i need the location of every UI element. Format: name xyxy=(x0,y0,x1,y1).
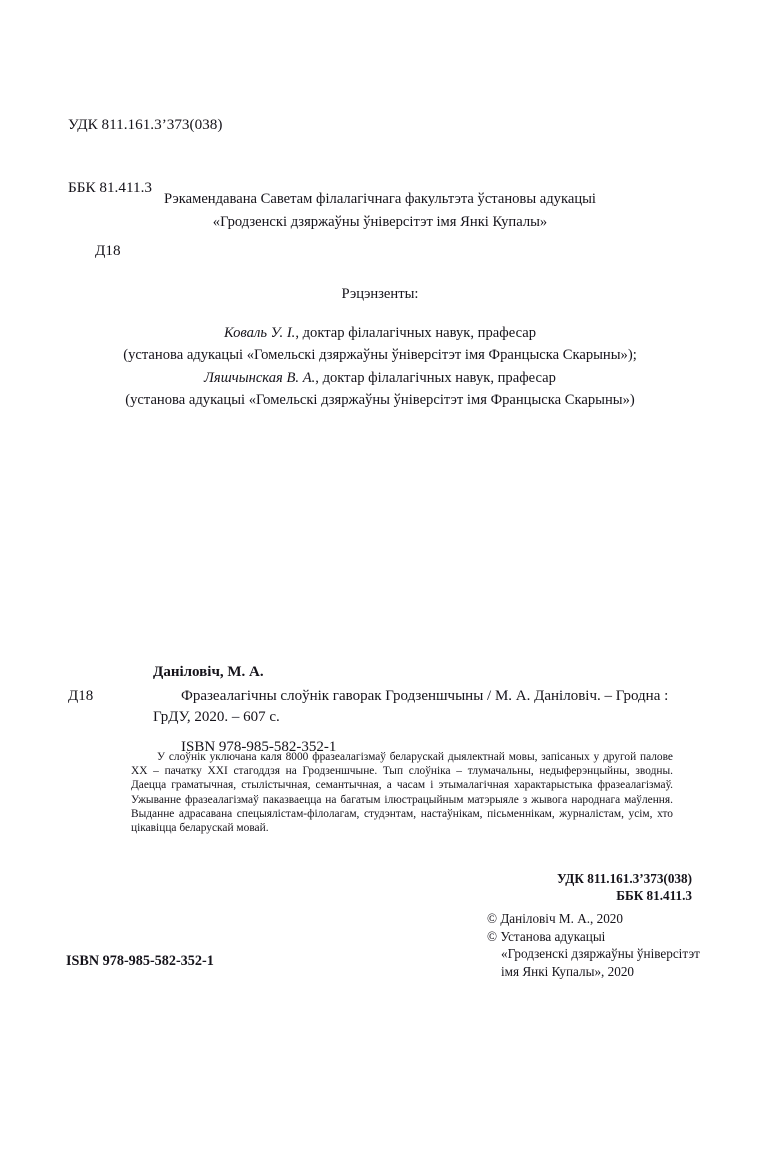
bbk-code: ББК 81.411.3 xyxy=(68,179,152,196)
author-sign-code: Д18 xyxy=(95,242,121,259)
record-isbn: ISBN 978-985-582-352-1 xyxy=(181,738,337,755)
bibliographic-record xyxy=(68,662,688,758)
bottom-bbk-code: ББК 81.411.3 xyxy=(616,888,692,903)
reviewer-2-name: Ляшчынская В. А. xyxy=(204,369,316,386)
copyright-line-author: © Даніловіч М. А., 2020 xyxy=(487,911,623,926)
udk-code: УДК 811.161.3’373(038) xyxy=(68,116,223,133)
record-title: Фразеалагічны слоўнік гаворак Гродзеншчыны / М. А. Даніловіч. – Гродна : ГрДУ, 2020. – 607 с. xyxy=(153,687,669,725)
reviewer-2-name-line xyxy=(0,367,760,390)
reviewer-2-affiliation: (установа адукацыі «Гомельскі дзяржаўны ўніверсітэт імя Францыска Скарыны») xyxy=(125,392,635,408)
copyright-line-institution: © Установа адукацыі xyxy=(487,928,606,944)
reviewers-heading: Рэцэнзенты: xyxy=(341,286,419,302)
annotation-text: У слоўнік уключана каля 8000 фразеалагізмаў беларускай дыялектнай мовы, запісаных у другой палове ХХ – пачатку ХХІ стагоддзя на Гродзеншчыне. Тып слоўніка – тлумачальны, недыферэнцыйны, зводны. Даецца граматычная, стылістычная, семантычная, а часам і этымалагічная характарыстыка фразеалагізмаў. Ужыванне фразеалагізмаў паказваецца на багатым ілюстрацыйным матэрыяле з жывога народнага маўлення. Выданне адрасавана спецыялістам-філолагам, студэнтам, настаўнікам, пісьменнікам, журналістам, усім, хто цікавіцца беларускай мовай. xyxy=(131,751,673,835)
record-author: Даніловіч, М. А. xyxy=(153,664,264,680)
bottom-udk-code: УДК 811.161.3’373(038) xyxy=(556,871,692,886)
reviewer-1-name-line xyxy=(0,322,760,345)
reviewers-block xyxy=(0,283,760,412)
reviewer-1-affiliation: (установа адукацыі «Гомельскі дзяржаўны ўніверсітэт імя Францыска Скарыны»); xyxy=(123,347,637,363)
copyright-block xyxy=(487,910,700,980)
reviewer-2-credentials: , доктар філалагічных навук, прафесар xyxy=(315,369,556,386)
copyright-line-institution-name-2: імя Янкі Купалы», 2020 xyxy=(501,963,635,979)
record-body xyxy=(153,662,688,758)
recommendation-block xyxy=(0,188,760,234)
copyright-line-institution-name: «Гродзенскі дзяржаўны ўніверсітэт xyxy=(501,946,700,961)
reviewer-1-credentials: , доктар філалагічных навук, прафесар xyxy=(295,324,536,341)
bottom-classification-codes xyxy=(557,870,692,904)
recommendation-line-2: «Гродзенскі дзяржаўны ўніверсітэт імя Янкі Купалы» xyxy=(212,214,548,230)
reviewer-1-name: Коваль У. І. xyxy=(224,324,296,341)
isbn-bottom: ISBN 978-985-582-352-1 xyxy=(66,953,214,969)
record-shelf-marker: Д18 xyxy=(68,688,94,704)
recommendation-line-1: Рэкамендавана Саветам філалагічнага факультэта ўстановы адукацыі xyxy=(164,191,596,207)
